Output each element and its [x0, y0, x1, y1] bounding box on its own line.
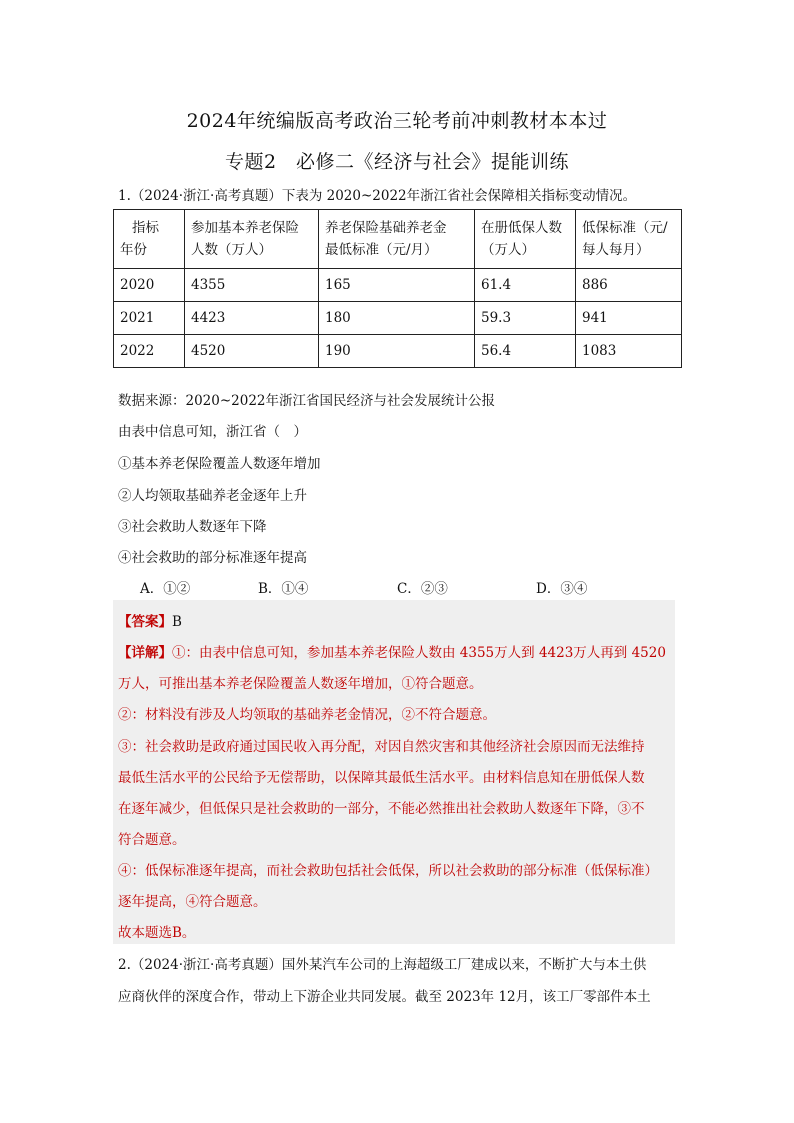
- document-title: 2024年统编版高考政治三轮考前冲刺教材本本过: [186, 110, 608, 132]
- detail-line: ④：低保标准逐年提高，而社会救助包括社会低保，所以社会救助的部分标准（低保标准）: [118, 863, 658, 879]
- indicator-table: [113, 209, 682, 368]
- detail-line: 符合题意。: [118, 832, 186, 848]
- data-source: 数据来源：2020~2022年浙江省国民经济与社会发展统计公报: [118, 393, 496, 409]
- question-1-stem: 1.（2024·浙江·高考真题）下表为 2020~2022年浙江省社会保障相关指标变动情况。: [118, 188, 637, 204]
- detail-line: 在逐年减少，但低保只是社会救助的一部分，不能必然推出社会救助人数逐年下降，③不: [118, 801, 645, 817]
- table-header-cell: 养老保险基础养老金 最低标准（元/月）: [319, 210, 475, 269]
- conclusion-line: 故本题选B。: [118, 925, 196, 941]
- table-header-row: [114, 210, 682, 269]
- option-d: D．③④: [536, 581, 588, 597]
- detail-tag: 【详解】: [118, 645, 172, 661]
- question-1-prompt: 由表中信息可知，浙江省（ ）: [118, 424, 307, 440]
- detail-line: ③：社会救助是政府通过国民收入再分配，对因自然灾害和其他经济社会原因而无法维持: [118, 739, 645, 755]
- statement-item: ①基本养老保险覆盖人数逐年增加: [118, 456, 321, 472]
- table-header-cell: 在册低保人数 （万人）: [475, 210, 576, 269]
- table-row: 2021 4423 180 59.3 941: [114, 302, 682, 335]
- answer-line: [118, 610, 182, 630]
- detail-line: 万人，可推出基本养老保险覆盖人数逐年增加，①符合题意。: [118, 676, 483, 692]
- document-subtitle: 专题2 必修二《经济与社会》提能训练: [224, 151, 570, 173]
- table-header-cell: 参加基本养老保险 人数（万人）: [185, 210, 319, 269]
- detail-line: 最低生活水平的公民给予无偿帮助，以保障其最低生活水平。由材料信息知在册低保人数: [118, 770, 645, 786]
- detail-line: 逐年提高，④符合题意。: [118, 894, 267, 910]
- option-b: B．①④: [258, 581, 309, 597]
- statement-item: ②人均领取基础养老金逐年上升: [118, 488, 307, 504]
- table-corner-cell: 指标 年份: [114, 210, 185, 269]
- statement-item: ③社会救助人数逐年下降: [118, 519, 267, 535]
- table-row: 2020 4355 165 61.4 886: [114, 269, 682, 302]
- table-row: 2022 4520 190 56.4 1083: [114, 335, 682, 368]
- detail-line: 【详解】①：由表中信息可知，参加基本养老保险人数由 4355万人到 4423万人再到 4520: [118, 645, 666, 661]
- detail-line: ②：材料没有涉及人均领取的基础养老金情况，②不符合题意。: [118, 707, 496, 723]
- answer-tag: 【答案】: [118, 614, 172, 630]
- statement-item: ④社会救助的部分标准逐年提高: [118, 550, 307, 566]
- question-2-line: 2.（2024·浙江·高考真题）国外某汽车公司的上海超级工厂建成以来，不断扩大与本土供: [118, 957, 647, 973]
- question-2-line: 应商伙伴的深度合作，带动上下游企业共同发展。截至 2023年 12月，该工厂零部件本土: [118, 989, 651, 1005]
- option-a: A．①②: [140, 581, 191, 597]
- option-c: C．②③: [397, 581, 448, 597]
- answer-value: B: [172, 614, 182, 630]
- table-header-cell: 低保标准（元/ 每人每月）: [576, 210, 682, 269]
